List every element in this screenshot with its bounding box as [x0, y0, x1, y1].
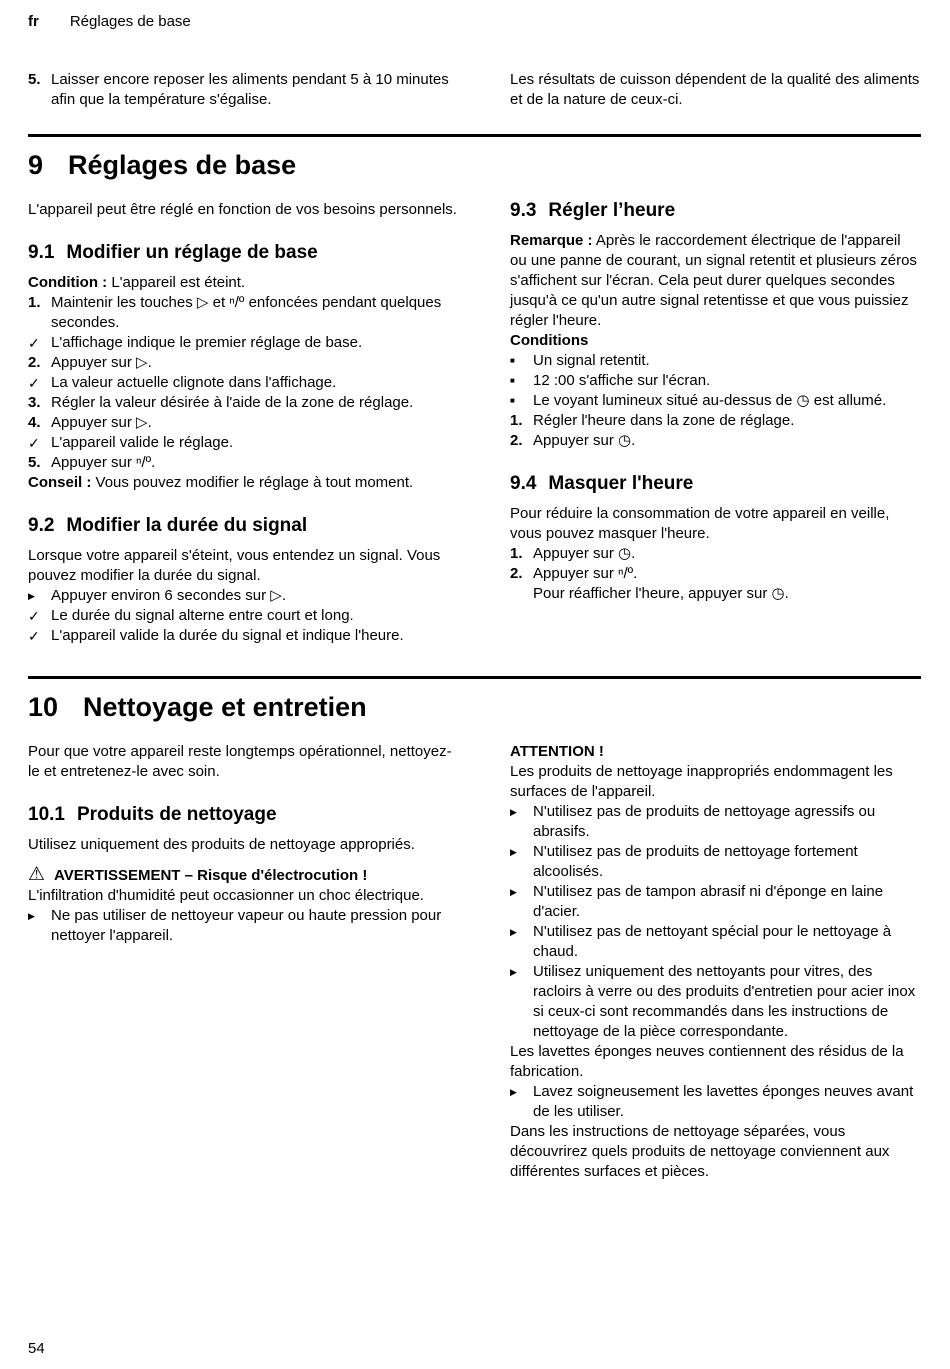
list-item: [28, 293, 460, 333]
step-text: Pour réafficher l'heure, appuyer sur ◷.: [533, 585, 789, 602]
subsection-number: 9.1: [28, 242, 55, 263]
section-divider: [28, 676, 921, 679]
step-number: 2.: [510, 565, 523, 582]
list-item: [510, 882, 921, 922]
tip-text: Vous pouvez modifier le réglage à tout moment.: [95, 474, 414, 491]
square-bullet-icon: ■: [510, 376, 515, 385]
step-text: Appuyer sur ▷.: [51, 354, 152, 371]
action-text: N'utilisez pas de tampon abrasif ni d'éponge en laine d'acier.: [533, 883, 884, 920]
step-text: Appuyer sur ◷.: [533, 545, 636, 562]
section-10-lead: Pour que votre appareil reste longtemps opérationnel, nettoyez-le et entretenez-le avec soin.: [28, 743, 452, 780]
condition-item-text: Un signal retentit.: [533, 352, 650, 369]
triangle-bullet-icon: ▶: [510, 887, 517, 897]
section-divider: [28, 134, 921, 137]
section-10-heading: [28, 692, 921, 723]
subsection-9-1-heading: [28, 242, 460, 264]
list-item: [510, 371, 921, 391]
action-text: Ne pas utiliser de nettoyeur vapeur ou haute pression pour nettoyer l'appareil.: [51, 907, 442, 944]
checkmark-icon: ✓: [28, 628, 40, 644]
intro-block: [28, 70, 921, 110]
triangle-bullet-icon: ▶: [510, 1087, 517, 1097]
section-title: Nettoyage et entretien: [83, 692, 367, 722]
section-10-right-column: [510, 742, 921, 1182]
residues-text: Les lavettes éponges neuves contiennent des résidus de la fabrication.: [510, 1043, 904, 1080]
list-item: [510, 564, 921, 584]
list-item: [28, 353, 460, 373]
attention-heading: ATTENTION !: [510, 743, 604, 760]
section-number: 9: [28, 150, 44, 180]
attention-lead: Les produits de nettoyage inappropriés endommagent les surfaces de l'appareil.: [510, 763, 893, 800]
subsection-10-1-heading: [28, 804, 460, 826]
page-number: 54: [28, 1340, 45, 1357]
section-title: Réglages de base: [68, 150, 297, 180]
checkmark-icon: ✓: [28, 375, 40, 391]
step-number: 4.: [28, 414, 41, 431]
step-number: 2.: [28, 354, 41, 371]
subsection-9-3-heading: [510, 200, 921, 222]
section-number: 10: [28, 692, 59, 722]
step-number: 1.: [510, 545, 523, 562]
list-item: [28, 333, 460, 353]
step-number: 1.: [28, 294, 41, 311]
result-text: Le durée du signal alterne entre court et long.: [51, 607, 354, 624]
warning-icon: ⚠: [28, 864, 46, 885]
page-header: [28, 12, 921, 32]
triangle-bullet-icon: ▶: [28, 911, 35, 921]
list-item: [28, 626, 460, 646]
warning-heading: [28, 865, 460, 886]
triangle-bullet-icon: ▶: [510, 927, 517, 937]
subsection-10-1-lead: Utilisez uniquement des produits de nettoyage appropriés.: [28, 836, 415, 853]
result-text: L'appareil valide la durée du signal et indique l'heure.: [51, 627, 404, 644]
list-item: [510, 802, 921, 842]
square-bullet-icon: ■: [510, 396, 515, 405]
section-9-body: [28, 200, 921, 646]
action-text: N'utilisez pas de produits de nettoyage agressifs ou abrasifs.: [533, 803, 876, 840]
list-item: [510, 544, 921, 564]
closing-text: Dans les instructions de nettoyage séparées, vous découvrirez quels produits de nettoyage conviennent aux différentes surfaces et pièces.: [510, 1123, 890, 1180]
triangle-bullet-icon: ▶: [510, 807, 517, 817]
condition-paragraph: [28, 273, 460, 293]
action-text: Appuyer environ 6 secondes sur ▷.: [51, 587, 286, 604]
subsection-9-4-lead: Pour réduire la consommation de votre appareil en veille, vous pouvez masquer l'heure.: [510, 505, 890, 542]
step-text: Appuyer sur ▷.: [51, 414, 152, 431]
subsection-title: Masquer l'heure: [548, 473, 694, 494]
remark-paragraph: [510, 231, 921, 331]
triangle-bullet-icon: ▶: [510, 967, 517, 977]
list-item: [28, 393, 460, 413]
intro-right-text: Les résultats de cuisson dépendent de la qualité des aliments et de la nature de ceux-ci.: [510, 71, 920, 108]
header-title: Réglages de base: [69, 13, 191, 30]
conditions-label: Conditions: [510, 332, 589, 349]
checkmark-icon: ✓: [28, 335, 40, 351]
step-number: 2.: [510, 432, 523, 449]
tip-label: Conseil :: [28, 474, 92, 491]
action-text: Utilisez uniquement des nettoyants pour vitres, des racloirs à verre ou des produits d'entretien pour acier inox si ceux-ci sont recommandés dans les instructions de nettoyage de la pièce correspondante.: [533, 963, 916, 1040]
checkmark-icon: ✓: [28, 435, 40, 451]
warning-title: AVERTISSEMENT – Risque d'électrocution !: [54, 867, 368, 884]
list-item: [28, 453, 460, 473]
action-text: N'utilisez pas de nettoyant spécial pour le nettoyage à chaud.: [533, 923, 892, 960]
list-item: [510, 842, 921, 882]
step-text: Appuyer sur ⁿ/º.: [533, 565, 638, 582]
list-item: [28, 413, 460, 433]
step-text: Laisser encore reposer les aliments pendant 5 à 10 minutes afin que la température s'égalise.: [51, 71, 449, 108]
result-text: L'affichage indique le premier réglage de base.: [51, 334, 363, 351]
subsection-number: 9.3: [510, 200, 537, 221]
result-text: La valeur actuelle clignote dans l'affichage.: [51, 374, 337, 391]
result-text: L'appareil valide le réglage.: [51, 434, 234, 451]
section-10-left-column: [28, 742, 460, 1182]
list-item: [510, 922, 921, 962]
subsection-9-2-heading: [28, 515, 460, 537]
list-item: [28, 606, 460, 626]
step-text: Régler l'heure dans la zone de réglage.: [533, 412, 795, 429]
list-item: [28, 433, 460, 453]
remark-text: Après le raccordement électrique de l'appareil ou une panne de courant, un signal retentit et plusieurs zéros s'affichent sur l'écran. Cela peut durer quelques secondes jusqu'à ce qu'un autre signal retentisse et que vous puissiez régler l'heure.: [510, 232, 917, 329]
list-item: [510, 1082, 921, 1122]
checkmark-icon: ✓: [28, 608, 40, 624]
condition-text: L'appareil est éteint.: [111, 274, 246, 291]
triangle-bullet-icon: ▶: [510, 847, 517, 857]
section-9-left-column: [28, 200, 460, 646]
step-text: Appuyer sur ⁿ/º.: [51, 454, 156, 471]
step-text: Maintenir les touches ▷ et ⁿ/º enfoncées pendant quelques secondes.: [51, 294, 442, 331]
square-bullet-icon: ■: [510, 356, 515, 365]
subsection-9-2-lead: Lorsque votre appareil s'éteint, vous entendez un signal. Vous pouvez modifier la durée du signal.: [28, 547, 441, 584]
subsection-title: Modifier un réglage de base: [66, 242, 318, 263]
intro-left-column: [28, 70, 460, 110]
list-item: [510, 411, 921, 431]
condition-item-text: Le voyant lumineux situé au-dessus de ◷ est allumé.: [533, 392, 887, 409]
warning-text: L'infiltration d'humidité peut occasionner un choc électrique.: [28, 887, 424, 904]
triangle-bullet-icon: ▶: [28, 591, 35, 601]
list-item: [28, 906, 460, 946]
section-10-body: [28, 742, 921, 1182]
tip-paragraph: [28, 473, 460, 493]
subsection-title: Modifier la durée du signal: [66, 515, 308, 536]
list-item: [510, 962, 921, 1042]
subsection-9-4-heading: [510, 473, 921, 495]
list-item: [28, 373, 460, 393]
list-item: [510, 391, 921, 411]
intro-right-column: [510, 70, 921, 110]
section-9-heading: [28, 150, 921, 181]
list-indent: [510, 584, 533, 604]
list-item: [510, 351, 921, 371]
step-text: Régler la valeur désirée à l'aide de la zone de réglage.: [51, 394, 414, 411]
subsection-title: Régler l’heure: [548, 200, 676, 221]
list-item: [510, 431, 921, 451]
list-item: [28, 70, 460, 110]
step-text: Appuyer sur ◷.: [533, 432, 636, 449]
step-number: 1.: [510, 412, 523, 429]
action-text: Lavez soigneusement les lavettes éponges neuves avant de les utiliser.: [533, 1083, 914, 1120]
condition-item-text: 12 :00 s'affiche sur l'écran.: [533, 372, 711, 389]
section-9-lead: L'appareil peut être réglé en fonction de vos besoins personnels.: [28, 201, 457, 218]
subsection-number: 10.1: [28, 804, 65, 825]
step-number: 5.: [28, 71, 41, 88]
subsection-number: 9.4: [510, 473, 537, 494]
language-tag: fr: [28, 13, 39, 30]
step-number: 5.: [28, 454, 41, 471]
subsection-number: 9.2: [28, 515, 55, 536]
section-9-right-column: [510, 200, 921, 646]
list-item: [28, 586, 460, 606]
condition-label: Condition :: [28, 274, 108, 291]
action-text: N'utilisez pas de produits de nettoyage fortement alcoolisés.: [533, 843, 858, 880]
remark-label: Remarque :: [510, 232, 593, 249]
subsection-title: Produits de nettoyage: [76, 804, 277, 825]
list-item: [510, 584, 921, 604]
step-number: 3.: [28, 394, 41, 411]
